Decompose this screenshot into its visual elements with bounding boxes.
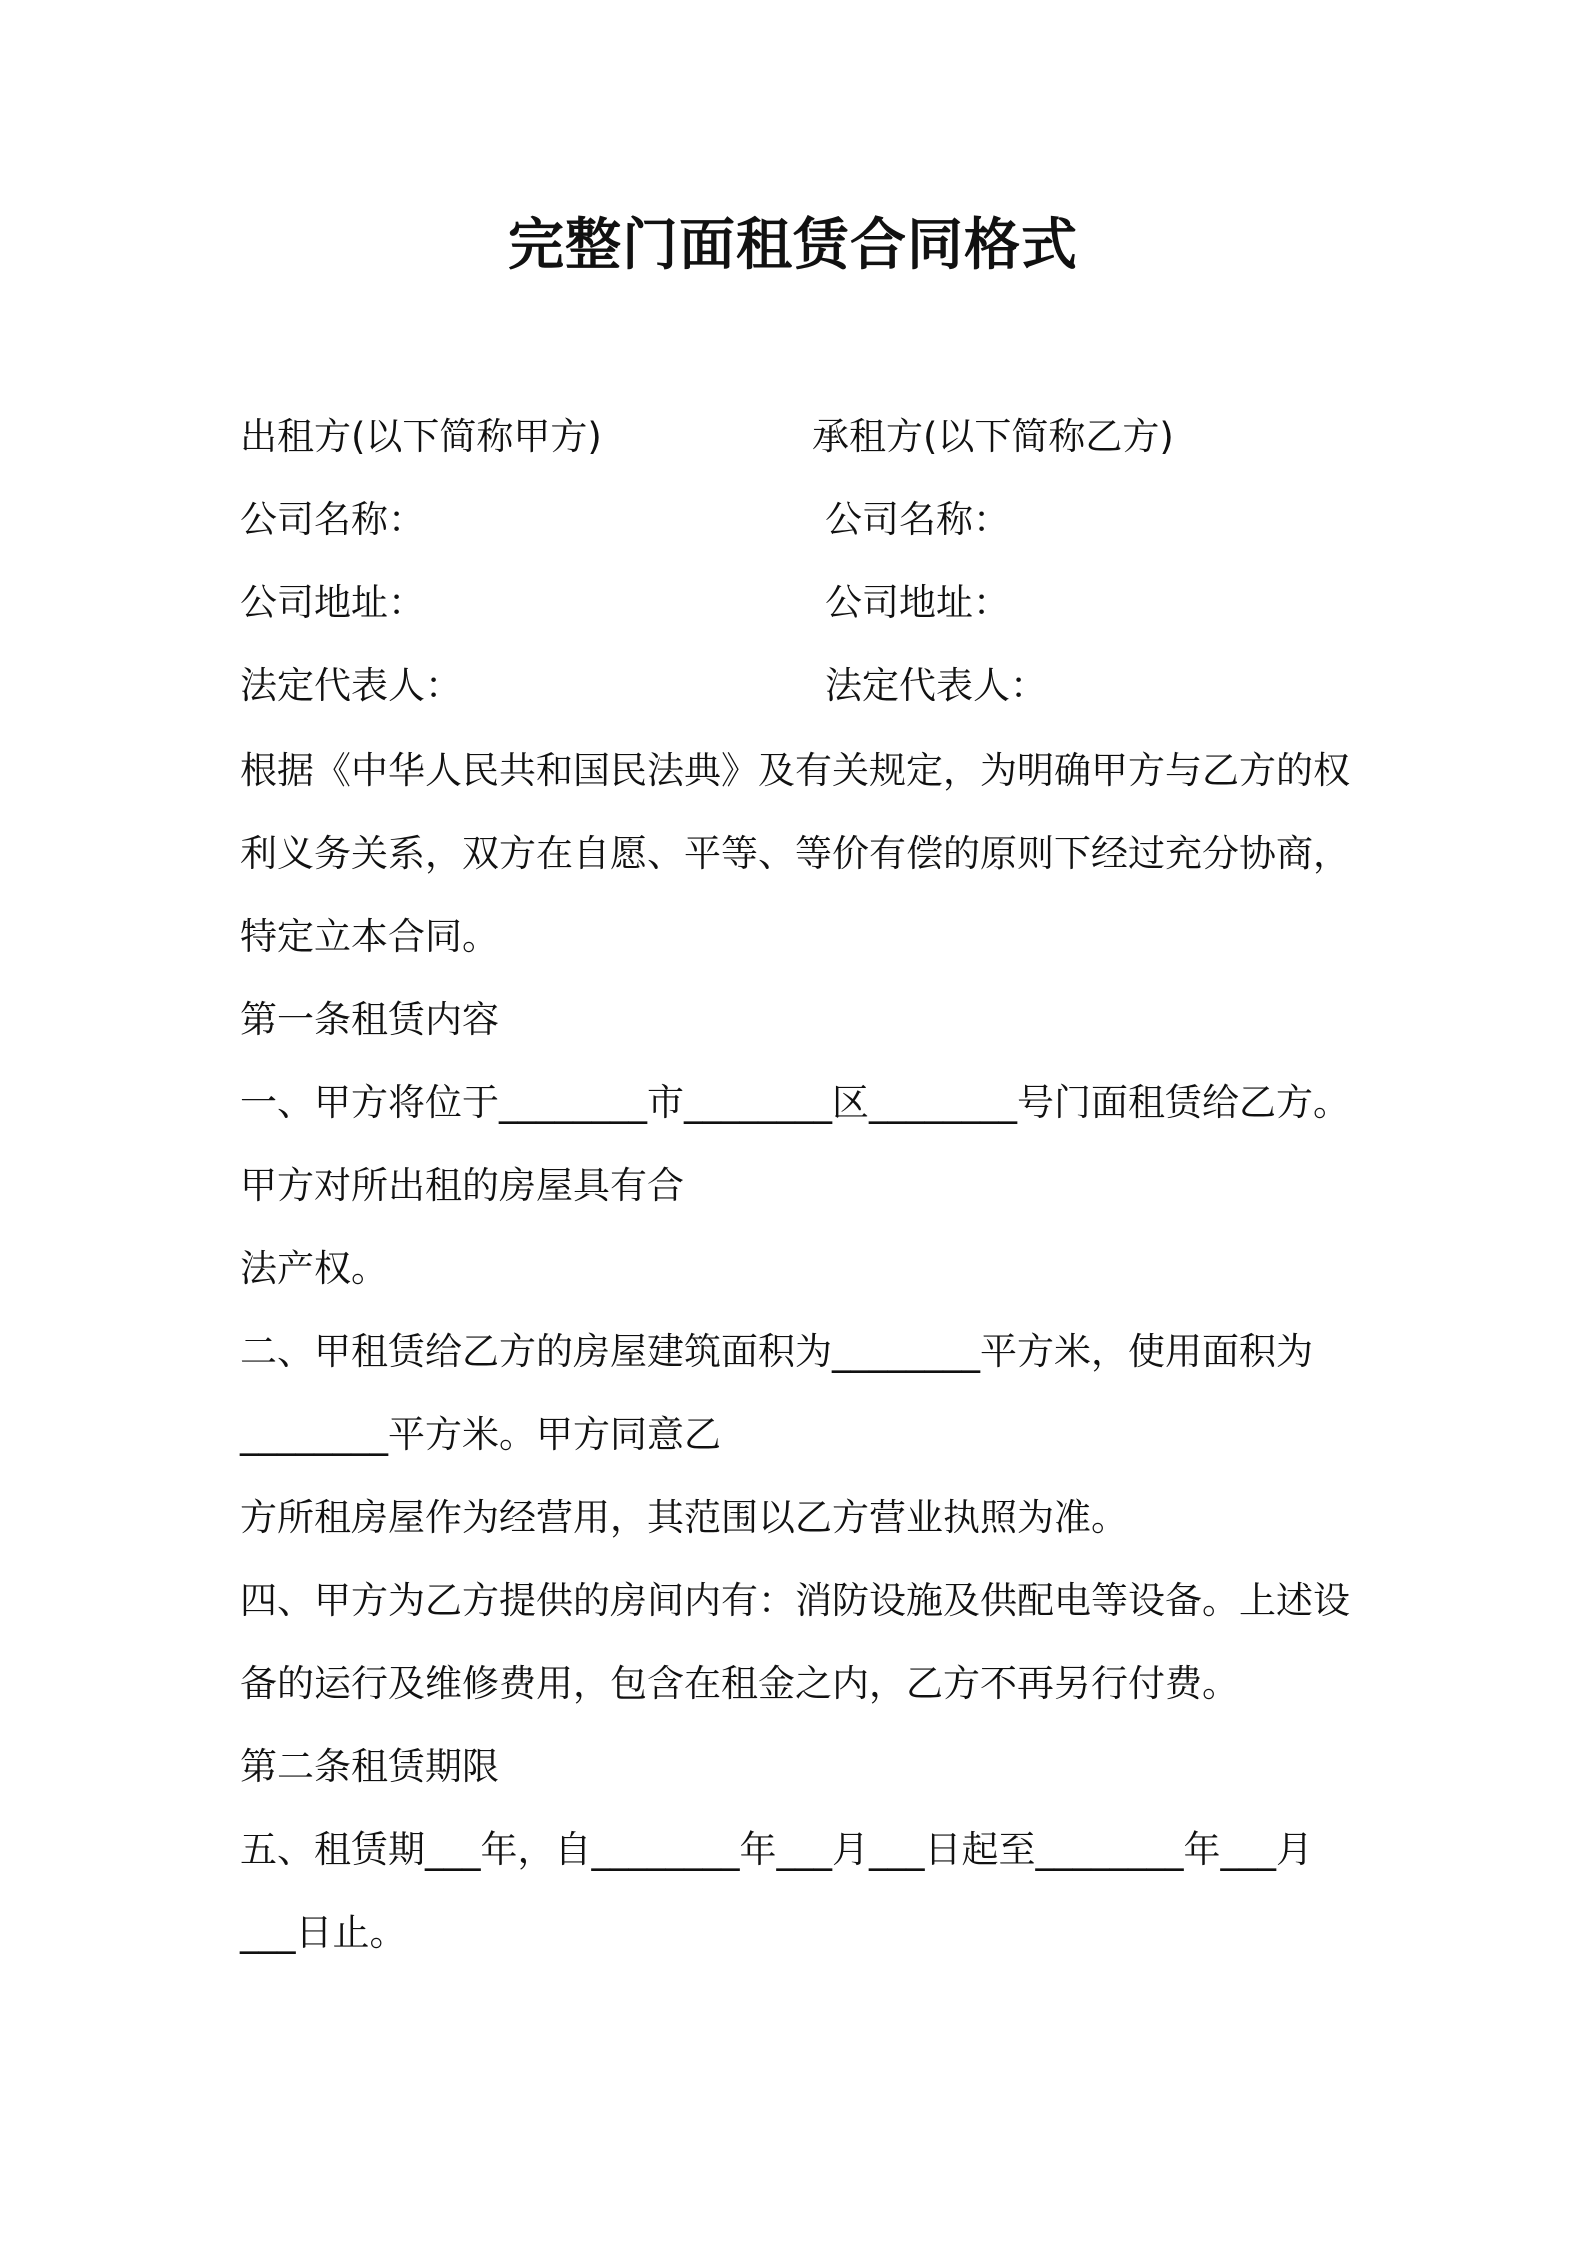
body-line: 法产权。: [240, 1247, 388, 1290]
section-heading: 第一条租赁内容: [240, 998, 499, 1041]
body-line: 利义务关系，双方在自愿、平等、等价有偿的原则下经过充分协商，: [240, 832, 1350, 875]
section-heading: 第二条租赁期限: [240, 1745, 499, 1788]
body-line: ________平方米。甲方同意乙: [240, 1413, 721, 1456]
document-title: 完整门面租赁合同格式: [508, 213, 1078, 278]
lessor-company-name: 公司名称：: [240, 498, 425, 541]
lessee-header: 承租方(以下简称乙方): [812, 415, 1174, 458]
lessee-legal-rep: 法定代表人：: [825, 664, 1047, 707]
lessor-legal-rep: 法定代表人：: [240, 664, 462, 707]
body-line: 根据《中华人民共和国民法典》及有关规定，为明确甲方与乙方的权: [240, 749, 1350, 792]
body-line: 方所租房屋作为经营用，其范围以乙方营业执照为准。: [240, 1496, 1128, 1539]
body-line: 甲方对所出租的房屋具有合: [240, 1164, 684, 1207]
body-line: 备的运行及维修费用，包含在租金之内，乙方不再另行付费。: [240, 1662, 1239, 1705]
lessee-company-name: 公司名称：: [825, 498, 1010, 541]
body-line: 特定立本合同。: [240, 915, 499, 958]
body-line: 二、甲租赁给乙方的房屋建筑面积为________平方米，使用面积为: [240, 1330, 1313, 1373]
lessor-header: 出租方(以下简称甲方): [240, 415, 602, 458]
body-line: 五、租赁期___年，自________年___月___日起至________年___月: [240, 1828, 1313, 1871]
body-line: 一、甲方将位于________市________区________号门面租赁给乙方。: [240, 1081, 1350, 1124]
body-line: 四、甲方为乙方提供的房间内有：消防设施及供配电等设备。上述设: [240, 1579, 1350, 1622]
lessee-company-address: 公司地址：: [825, 581, 1010, 624]
lessor-company-address: 公司地址：: [240, 581, 425, 624]
body-line: ___日止。: [240, 1911, 407, 1954]
